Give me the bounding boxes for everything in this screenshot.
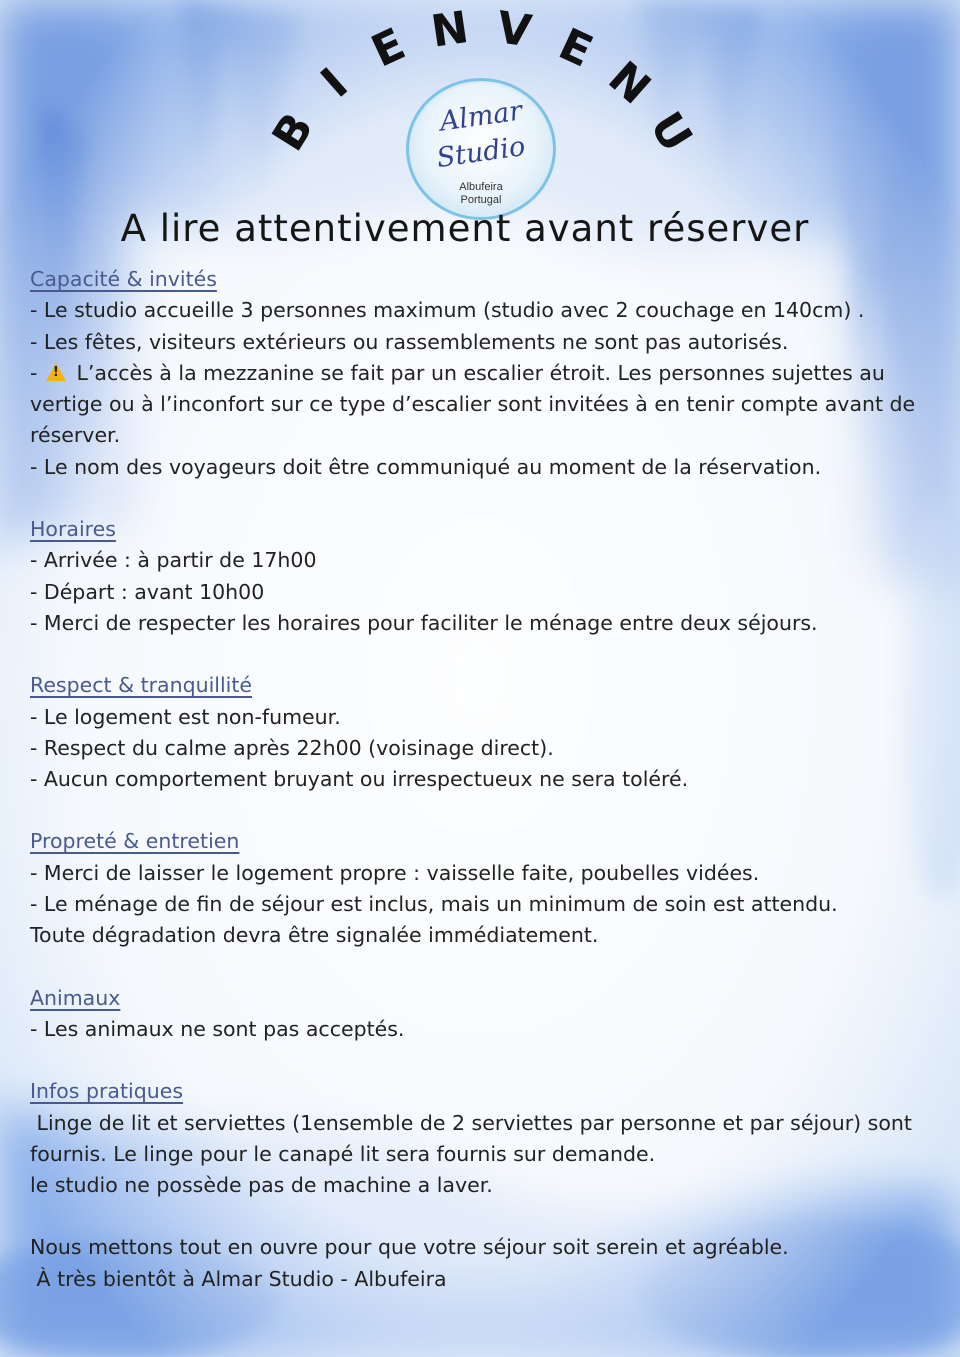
rule-line: Toute dégradation devra être signalée immédiatement. xyxy=(30,923,599,948)
closing-line: À très bientôt à Almar Studio - Albufeira xyxy=(30,1266,447,1291)
welcome-letter: V xyxy=(493,2,535,58)
warning-icon xyxy=(46,363,66,381)
rule-line: le studio ne possède pas de machine a laver. xyxy=(30,1173,493,1198)
section-heading: Propreté & entretien xyxy=(30,829,240,854)
closing-message xyxy=(30,1232,935,1295)
rule-line: - Merci de respecter les horaires pour faciliter le ménage entre deux séjours. xyxy=(30,610,818,635)
rule-line: - Le logement est non-fumeur. xyxy=(30,704,341,729)
section-heading: Infos pratiques xyxy=(30,1079,184,1104)
warning-text: L’accès à la mezzanine se fait par un escalier étroit. Les personnes sujettes au vertige ou à l’inconfort sur ce type d’escalier sont invitées à en tenir compte avant de réserver. xyxy=(30,360,916,448)
section-heading: Horaires xyxy=(30,517,116,542)
section-heading: Capacité & invités xyxy=(30,267,217,291)
welcome-letter: E xyxy=(364,18,413,78)
rule-line: - Respect du calme après 22h00 (voisinage direct). xyxy=(30,735,554,760)
rule-line: - Les fêtes, visiteurs extérieurs ou rassemblements ne sont pas autorisés. xyxy=(30,329,789,354)
rule-line: - Départ : avant 10h00 xyxy=(30,579,265,604)
rules-content xyxy=(30,264,935,1295)
rule-line: - Arrivée : à partir de 17h00 xyxy=(30,548,317,573)
welcome-letter: U xyxy=(639,103,702,161)
welcome-letter: E xyxy=(551,18,600,78)
welcome-letter: B xyxy=(262,104,324,160)
logo-script-line1: Almar xyxy=(437,95,525,138)
logo-script-line2: Studio xyxy=(434,130,528,175)
section-heading: Animaux xyxy=(30,985,121,1010)
rule-line: - Le studio accueille 3 personnes maximum (studio avec 2 couchage en 140cm) . xyxy=(30,298,865,323)
section-cleanliness xyxy=(30,826,935,951)
rule-line: Linge de lit et serviettes (1ensemble de 2 serviettes par personne et par séjour) sont fournis. Le linge pour le canapé lit sera fournis sur demande. xyxy=(30,1110,919,1166)
section-heading: Respect & tranquillité xyxy=(30,673,253,698)
logo-country: Portugal xyxy=(460,194,502,206)
rule-line: - Le nom des voyageurs doit être communiqué au moment de la réservation. xyxy=(30,454,822,479)
section-animals xyxy=(30,983,935,1046)
closing-line: Nous mettons tout en ouvre pour que votre séjour soit serein et agréable. xyxy=(30,1235,789,1260)
warning-prefix: - xyxy=(30,360,44,385)
logo-city: Albufeira xyxy=(459,181,503,193)
section-respect xyxy=(30,670,935,795)
almar-studio-logo xyxy=(406,78,556,220)
rule-line: - Le ménage de fin de séjour est inclus, mais un minimum de soin est attendu. xyxy=(30,892,838,917)
rule-line: - Aucun comportement bruyant ou irrespectueux ne sera toléré. xyxy=(30,767,689,792)
rule-line: - Les animaux ne sont pas acceptés. xyxy=(30,1016,405,1041)
welcome-letter: I xyxy=(311,58,358,108)
section-schedule xyxy=(30,514,935,639)
section-practical-info xyxy=(30,1076,935,1201)
rule-line: - Merci de laisser le logement propre : vaisselle faite, poubelles vidées. xyxy=(30,860,760,885)
welcome-letter: N xyxy=(428,1,472,58)
page-subtitle: A lire attentivement avant réserver xyxy=(120,207,810,250)
rule-line-warning xyxy=(30,358,935,452)
welcome-letter: N xyxy=(598,51,660,115)
section-capacity xyxy=(30,264,935,483)
